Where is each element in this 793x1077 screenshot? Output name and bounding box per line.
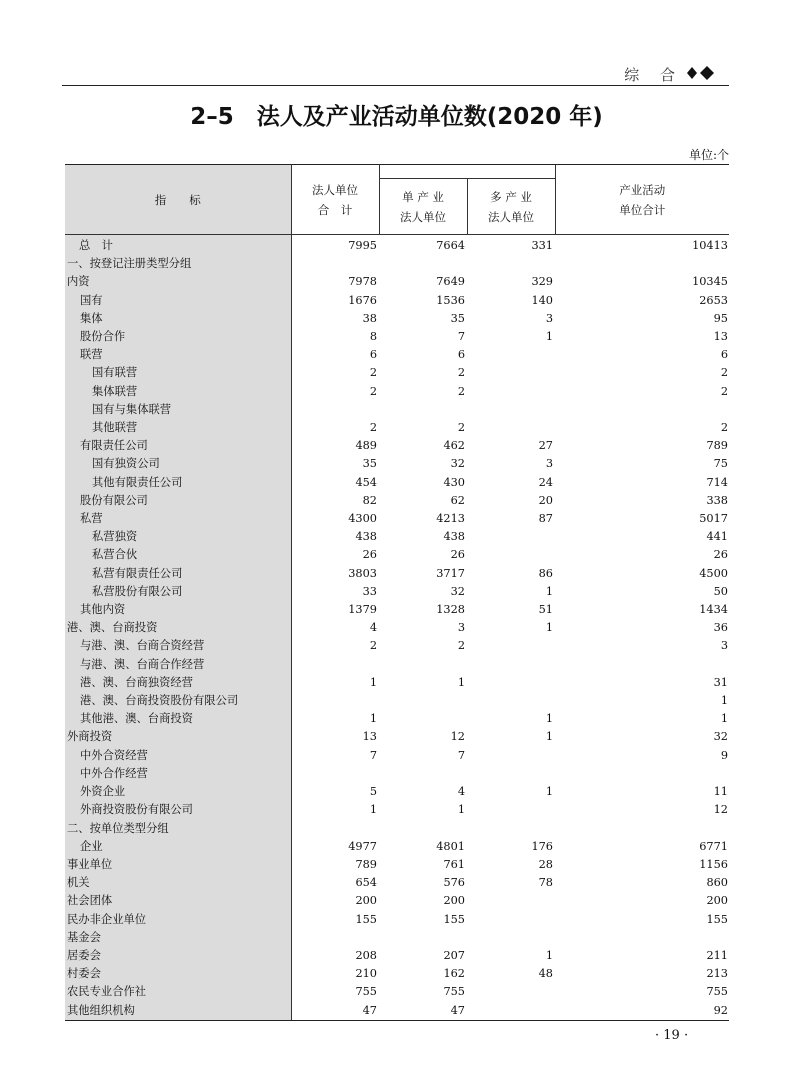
multi-industry-cell (467, 528, 555, 546)
header-activity-total-text: 产业活动 单位合计 (619, 182, 666, 217)
row-label: 基金会 (65, 929, 291, 947)
single-industry-cell: 32 (450, 584, 465, 598)
activity-total-cell: 2653 (699, 293, 728, 307)
multi-industry-cell: 20 (538, 493, 553, 507)
legal-total-cell: 4 (369, 621, 377, 635)
multi-industry-cell (467, 255, 555, 273)
single-industry-cell (379, 929, 467, 947)
activity-total-cell: 2 (720, 384, 728, 398)
table-row (65, 710, 729, 728)
table-row (65, 346, 729, 364)
table-row (65, 965, 729, 983)
activity-total-cell: 13 (713, 330, 728, 344)
legal-total-cell: 2 (369, 366, 377, 380)
multi-industry-cell: 24 (538, 475, 553, 489)
single-industry-cell: 6 (457, 348, 465, 362)
activity-total-cell: 11 (713, 785, 728, 799)
activity-total-cell: 1156 (699, 857, 728, 871)
row-label: 港、澳、台商投资 (65, 619, 291, 637)
single-industry-cell: 761 (443, 857, 465, 871)
header-multi-industry (467, 179, 555, 235)
multi-industry-cell (467, 419, 555, 437)
single-industry-cell: 438 (443, 530, 465, 544)
table-row (65, 273, 729, 291)
row-label: 农民专业合作社 (65, 983, 291, 1001)
legal-total-cell: 1 (369, 803, 377, 817)
diamond-ornament-icon (685, 65, 729, 81)
row-label: 其他有限责任公司 (65, 474, 291, 492)
single-industry-cell: 7664 (436, 239, 465, 252)
single-industry-cell: 200 (443, 894, 465, 908)
single-industry-cell: 35 (450, 311, 465, 325)
activity-total-cell: 5017 (699, 512, 728, 526)
multi-industry-cell (467, 765, 555, 783)
multi-industry-cell (467, 346, 555, 364)
single-industry-cell: 7 (457, 748, 465, 762)
table-row (65, 546, 729, 564)
table-row (65, 528, 729, 546)
activity-total-cell: 860 (706, 876, 728, 890)
activity-total-cell: 200 (706, 894, 728, 908)
row-label: 有限责任公司 (65, 437, 291, 455)
row-label: 与港、澳、台商合作经营 (65, 656, 291, 674)
row-label: 外资企业 (65, 783, 291, 801)
table-row (65, 310, 729, 328)
page-title: 2–5 法人及产业活动单位数(2020 年) (190, 104, 603, 130)
activity-total-cell: 12 (713, 803, 728, 817)
row-label: 内资 (65, 273, 291, 291)
activity-total-cell: 714 (706, 475, 728, 489)
single-industry-cell: 430 (443, 475, 465, 489)
multi-industry-cell (467, 364, 555, 382)
row-label: 一、按登记注册类型分组 (65, 255, 291, 273)
legal-total-cell: 2 (369, 421, 377, 435)
single-industry-cell: 462 (443, 439, 465, 453)
table-row (65, 692, 729, 710)
legal-total-cell: 4300 (348, 512, 377, 526)
legal-total-cell: 454 (355, 475, 377, 489)
row-label: 国有 (65, 292, 291, 310)
table-row (65, 637, 729, 655)
row-label: 中外合资经营 (65, 747, 291, 765)
table-row (65, 947, 729, 965)
legal-total-cell (291, 820, 379, 838)
activity-total-cell: 9 (720, 748, 728, 762)
single-industry-cell: 47 (379, 1002, 467, 1021)
activity-total-cell (555, 765, 729, 783)
multi-industry-cell (467, 637, 555, 655)
table-row (65, 565, 729, 583)
header-spacer (379, 165, 555, 179)
activity-total-cell: 338 (706, 493, 728, 507)
table-row (65, 510, 729, 528)
table-row (65, 474, 729, 492)
single-industry-cell: 7649 (436, 275, 465, 289)
single-industry-cell: 3 (457, 621, 465, 635)
legal-total-cell: 789 (355, 857, 377, 871)
multi-industry-cell: 78 (538, 876, 553, 890)
legal-total-cell (291, 255, 379, 273)
multi-industry-cell (467, 801, 555, 819)
activity-total-cell: 211 (706, 948, 728, 962)
single-industry-cell: 1 (457, 803, 465, 817)
multi-industry-cell (467, 820, 555, 838)
legal-total-cell: 200 (355, 894, 377, 908)
activity-total-cell: 26 (713, 548, 728, 562)
multi-industry-cell: 1 (545, 584, 553, 598)
single-industry-cell (379, 692, 467, 710)
single-industry-cell: 2 (457, 384, 465, 398)
single-industry-cell: 576 (443, 876, 465, 890)
row-label: 二、按单位类型分组 (65, 820, 291, 838)
multi-industry-cell: 1 (545, 330, 553, 344)
legal-total-cell: 38 (362, 311, 377, 325)
single-industry-cell (379, 765, 467, 783)
table-row (65, 929, 729, 947)
row-label: 民办非企业单位 (65, 911, 291, 929)
legal-total-cell: 4977 (348, 839, 377, 853)
single-industry-cell: 1 (457, 675, 465, 689)
activity-total-cell: 32 (713, 730, 728, 744)
row-label: 其他港、澳、台商投资 (65, 710, 291, 728)
activity-total-cell: 6771 (699, 839, 728, 853)
row-label: 社会团体 (65, 892, 291, 910)
table-row (65, 455, 729, 473)
activity-total-cell: 2 (720, 421, 728, 435)
multi-industry-cell (467, 1002, 555, 1021)
multi-industry-cell: 27 (538, 439, 553, 453)
table-row (65, 874, 729, 892)
table-row (65, 801, 729, 819)
legal-total-cell: 1 (369, 712, 377, 726)
activity-total-cell: 2 (720, 366, 728, 380)
legal-total-cell: 1 (369, 675, 377, 689)
table-row (65, 492, 729, 510)
multi-industry-cell (467, 656, 555, 674)
legal-total-cell: 7995 (348, 239, 377, 252)
table-row (65, 783, 729, 801)
multi-industry-cell: 1 (545, 621, 553, 635)
row-label: 私营股份有限公司 (65, 583, 291, 601)
legal-total-cell: 1676 (348, 293, 377, 307)
multi-industry-cell (467, 929, 555, 947)
row-label: 国有独资公司 (65, 455, 291, 473)
row-label: 企业 (65, 838, 291, 856)
activity-total-cell (555, 255, 729, 273)
row-label: 私营 (65, 510, 291, 528)
legal-total-cell: 210 (355, 967, 377, 981)
activity-total-cell: 31 (713, 675, 728, 689)
row-label: 其他联营 (65, 419, 291, 437)
header-legal-total (291, 165, 379, 235)
row-label: 其他组织机构 (65, 1002, 291, 1021)
table-row (65, 728, 729, 746)
single-industry-cell (379, 820, 467, 838)
table-row (65, 911, 729, 929)
multi-industry-cell: 28 (538, 857, 553, 871)
legal-total-cell: 755 (355, 985, 377, 999)
single-industry-cell: 2 (457, 421, 465, 435)
legal-total-cell: 1379 (348, 603, 377, 617)
table-row (65, 765, 729, 783)
single-industry-cell: 12 (450, 730, 465, 744)
legal-total-cell: 5 (369, 785, 377, 799)
single-industry-cell: 162 (443, 967, 465, 981)
row-label: 其他内资 (65, 601, 291, 619)
activity-total-cell: 75 (713, 457, 728, 471)
table-row (65, 364, 729, 382)
single-industry-cell: 2 (457, 639, 465, 653)
single-industry-cell: 62 (450, 493, 465, 507)
legal-total-cell: 35 (362, 457, 377, 471)
section-header (62, 60, 729, 86)
activity-total-cell (555, 401, 729, 419)
multi-industry-cell (467, 983, 555, 1001)
row-label: 居委会 (65, 947, 291, 965)
table-row (65, 292, 729, 310)
activity-total-cell: 4500 (699, 566, 728, 580)
multi-industry-cell: 331 (531, 239, 553, 252)
activity-total-cell (555, 656, 729, 674)
legal-total-cell: 33 (362, 584, 377, 598)
table-row (65, 983, 729, 1001)
multi-industry-cell (467, 747, 555, 765)
activity-total-cell: 3 (720, 639, 728, 653)
multi-industry-cell: 1 (545, 785, 553, 799)
legal-total-cell (291, 929, 379, 947)
activity-total-cell: 95 (713, 311, 728, 325)
table-row (65, 656, 729, 674)
header-multi-industry-text: 多 产 业 法人单位 (488, 189, 534, 224)
section-label: 综 合 (624, 66, 683, 84)
activity-total-cell: 1434 (699, 603, 728, 617)
unit-label: 单位:个 (688, 148, 729, 162)
table-row (65, 401, 729, 419)
row-label: 股份有限公司 (65, 492, 291, 510)
row-label: 联营 (65, 346, 291, 364)
multi-industry-cell (467, 674, 555, 692)
legal-total-cell: 7 (369, 748, 377, 762)
single-industry-cell (379, 401, 467, 419)
table-row (65, 1002, 729, 1021)
table-row (65, 856, 729, 874)
single-industry-cell: 155 (443, 912, 465, 926)
single-industry-cell: 207 (443, 948, 465, 962)
multi-industry-cell (467, 692, 555, 710)
row-label: 总 计 (65, 235, 291, 256)
legal-total-cell (291, 765, 379, 783)
single-industry-cell: 3717 (436, 566, 465, 580)
table-row (65, 583, 729, 601)
activity-total-cell: 441 (706, 530, 728, 544)
legal-total-cell: 155 (355, 912, 377, 926)
multi-industry-cell: 1 (545, 712, 553, 726)
row-label: 村委会 (65, 965, 291, 983)
single-industry-cell: 32 (450, 457, 465, 471)
single-industry-cell: 1328 (436, 603, 465, 617)
header-activity-total (555, 165, 729, 235)
header-single-industry (379, 179, 467, 235)
multi-industry-cell (467, 892, 555, 910)
activity-total-cell: 10413 (692, 239, 728, 252)
table-row (65, 674, 729, 692)
legal-total-cell: 2 (369, 639, 377, 653)
single-industry-cell: 4 (457, 785, 465, 799)
header-single-industry-text: 单 产 业 法人单位 (400, 189, 446, 224)
multi-industry-cell: 3 (545, 457, 553, 471)
table-row (65, 419, 729, 437)
row-label: 集体 (65, 310, 291, 328)
table-row (65, 838, 729, 856)
row-label: 国有与集体联营 (65, 401, 291, 419)
row-label: 集体联营 (65, 383, 291, 401)
table-row (65, 328, 729, 346)
row-label: 机关 (65, 874, 291, 892)
row-label: 国有联营 (65, 364, 291, 382)
row-label: 股份合作 (65, 328, 291, 346)
row-label: 外商投资 (65, 728, 291, 746)
activity-total-cell (555, 929, 729, 947)
multi-industry-cell: 1 (545, 948, 553, 962)
single-industry-cell (379, 656, 467, 674)
multi-industry-cell: 329 (531, 275, 553, 289)
legal-total-cell: 7978 (348, 275, 377, 289)
legal-total-cell: 654 (355, 876, 377, 890)
table-row (65, 235, 729, 256)
header-indicator: 指 标 (65, 165, 291, 235)
page-number: · 19 · (655, 1028, 689, 1043)
table-row (65, 747, 729, 765)
activity-total-cell: 50 (713, 584, 728, 598)
legal-total-cell: 489 (355, 439, 377, 453)
activity-total-cell: 155 (706, 912, 728, 926)
legal-total-cell: 6 (369, 348, 377, 362)
table-row (65, 255, 729, 273)
table-row (65, 383, 729, 401)
activity-total-cell: 10345 (692, 275, 728, 289)
activity-total-cell: 755 (706, 985, 728, 999)
statistics-table-container (65, 164, 729, 1021)
legal-total-cell: 438 (355, 530, 377, 544)
single-industry-cell: 755 (443, 985, 465, 999)
activity-total-cell: 213 (706, 967, 728, 981)
single-industry-cell: 4213 (436, 512, 465, 526)
multi-industry-cell (467, 383, 555, 401)
legal-total-cell: 3803 (348, 566, 377, 580)
table-row (65, 820, 729, 838)
multi-industry-cell (467, 546, 555, 564)
single-industry-cell: 4801 (436, 839, 465, 853)
activity-total-cell: 92 (555, 1002, 729, 1021)
row-label: 私营有限责任公司 (65, 565, 291, 583)
statistics-table (65, 164, 729, 1021)
activity-total-cell: 36 (713, 621, 728, 635)
single-industry-cell: 1536 (436, 293, 465, 307)
single-industry-cell (379, 710, 467, 728)
row-label: 私营合伙 (65, 546, 291, 564)
row-label: 港、澳、台商投资股份有限公司 (65, 692, 291, 710)
table-body (65, 235, 729, 1021)
row-label: 与港、澳、台商合资经营 (65, 637, 291, 655)
multi-industry-cell: 176 (531, 839, 553, 853)
activity-total-cell: 789 (706, 439, 728, 453)
header-rule (62, 85, 729, 86)
activity-total-cell: 1 (720, 694, 728, 708)
legal-total-cell: 26 (362, 548, 377, 562)
table-row (65, 892, 729, 910)
activity-total-cell (555, 820, 729, 838)
row-label: 中外合作经营 (65, 765, 291, 783)
multi-industry-cell (467, 401, 555, 419)
legal-total-cell (291, 656, 379, 674)
row-label: 私营独资 (65, 528, 291, 546)
legal-total-cell: 208 (355, 948, 377, 962)
multi-industry-cell: 3 (545, 311, 553, 325)
table-row (65, 619, 729, 637)
multi-industry-cell: 51 (538, 603, 553, 617)
table-row (65, 601, 729, 619)
row-label: 事业单位 (65, 856, 291, 874)
single-industry-cell: 2 (457, 366, 465, 380)
multi-industry-cell: 86 (538, 566, 553, 580)
multi-industry-cell: 1 (545, 730, 553, 744)
activity-total-cell: 6 (720, 348, 728, 362)
legal-total-cell: 8 (369, 330, 377, 344)
table-row (65, 437, 729, 455)
row-label: 港、澳、台商独资经营 (65, 674, 291, 692)
legal-total-cell: 2 (369, 384, 377, 398)
activity-total-cell: 1 (720, 712, 728, 726)
legal-total-cell (291, 692, 379, 710)
legal-total-cell (291, 401, 379, 419)
header-legal-total-text: 法人单位 合 计 (312, 182, 358, 217)
single-industry-cell: 7 (457, 330, 465, 344)
single-industry-cell (379, 255, 467, 273)
multi-industry-cell: 87 (538, 512, 553, 526)
row-label: 外商投资股份有限公司 (65, 801, 291, 819)
legal-total-cell: 13 (362, 730, 377, 744)
single-industry-cell: 26 (450, 548, 465, 562)
multi-industry-cell (467, 911, 555, 929)
legal-total-cell: 47 (291, 1002, 379, 1021)
legal-total-cell: 82 (362, 493, 377, 507)
multi-industry-cell: 48 (538, 967, 553, 981)
multi-industry-cell: 140 (531, 293, 553, 307)
